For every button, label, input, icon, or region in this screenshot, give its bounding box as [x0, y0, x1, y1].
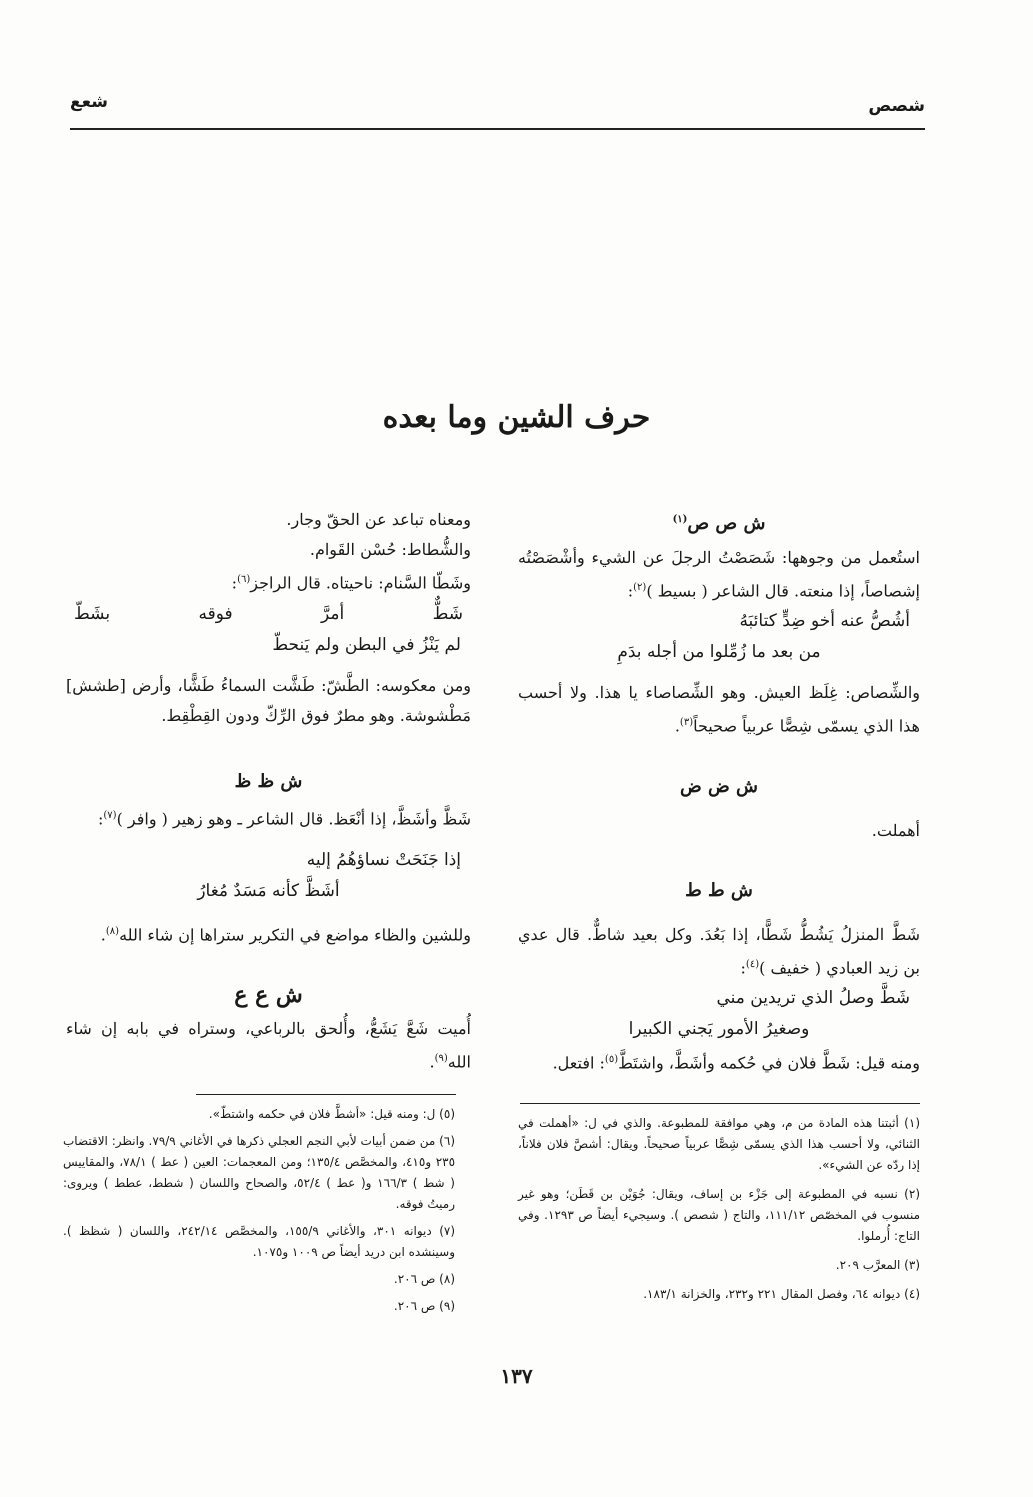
footnote-ref: (٤) — [745, 958, 760, 970]
paragraph-end: . — [100, 924, 106, 944]
paragraph-end: . — [429, 1052, 435, 1072]
footnotes-left — [63, 1104, 455, 1323]
root-heading-sh-t-t: ش ط ط — [685, 879, 753, 901]
paragraph-text: وللشين والظاء مواضع في التكرير ستراها إن شاء الله — [119, 924, 471, 944]
root-heading-sh-d-d: ش ض ض — [679, 775, 759, 797]
paragraph-text: ومنه قيل: شَطَّ فلان في حُكمه وأشَطَّ، واشتَطَّ — [618, 1053, 920, 1073]
paragraph-text: استُعمل من وجوهها: شَصَصْتُ الرجلَ عن الشيء وأشْصَصْتُه إشصاصاً، إذا منعته. قال الشاعر ( بسيط ) — [518, 548, 920, 601]
paragraph: والشُّطاط: حُسْن القَوام. — [309, 540, 471, 559]
footnote: (٤) ديوانه ٦٤، وفصل المقال ٢٢١ و٢٣٢، والخزانة ١٨٣/١. — [643, 1287, 920, 1301]
paragraph-end: . — [674, 716, 680, 736]
verse-word: أمرَّ — [321, 604, 345, 625]
root-heading-sh-s-s — [518, 505, 920, 539]
rajaz-verse-line: لم يَنْزُ في البطن ولم يَنحطّ — [272, 635, 461, 656]
paragraph — [66, 565, 471, 598]
paragraph — [66, 917, 471, 950]
footnote-ref: (٨) — [105, 925, 120, 937]
verse-word: شَطٌّ — [432, 604, 463, 625]
footnote-ref: (٧) — [103, 810, 117, 822]
verse-hemistich: أشَظَّ كأنه مَسَدٌ مُغارُ — [197, 880, 340, 901]
verse-word: بشَطّ — [74, 604, 111, 625]
verse-hemistich: إذا جَنَحَتْ نساؤهُمُ إليه — [306, 849, 461, 870]
paragraph-text: شَظَّ وأشَظَّ، إذا أنْعَظ. قال الشاعر ـ وهو زهير ( وافر ) — [116, 809, 471, 829]
paragraph-text: والشِّصاص: غِلَظ العيش. وهو الشِّصاصاء يا هذا. ولا أحسب هذا الذي يسمّى شِصًّا عربياً صحيحاً — [518, 683, 920, 736]
verse-hemistich: شَطَّ وصلُ الذي تريدين مني — [716, 987, 910, 1008]
footnote-rule — [196, 1094, 456, 1095]
footnote: (١) أثبتنا هذه المادة من م، وهي موافقة للمطبوعة. والذي في ل: «أهملت في الثنائي، ولا أحسب هذا الذي يسمّى شِصًّا عربياً صحيحاً. ويقال: أشصَّ فلان فلاناً، إذا ردّه عن الشيء». — [518, 1116, 920, 1172]
running-header-right: شصص — [868, 96, 925, 116]
paragraph-text: شَطَّ المنزلُ يَشُطُّ شَطًّا، إذا بَعُدَ. وكل بعيد شاطٌّ. قال عدي بن زيد العبادي ( خفيف ) — [518, 924, 920, 977]
paragraph-end: : — [97, 809, 104, 829]
paragraph — [518, 920, 920, 983]
footnote: (٩) ص ٢٠٦. — [393, 1299, 455, 1313]
verse-word: فوقه — [198, 604, 233, 625]
footnote-ref: (٣) — [679, 717, 694, 729]
paragraph: أهملت. — [871, 820, 920, 840]
footnote: (٨) ص ٢٠٦. — [393, 1272, 455, 1286]
paragraph — [518, 678, 920, 741]
paragraph — [66, 801, 471, 834]
verse-hemistich: من بعد ما زُمِّلوا من أجله بدَمِ — [617, 642, 821, 663]
chapter-title: حرف الشين وما بعده — [382, 400, 651, 435]
root-heading-sh-a-a: ش ع ع — [234, 981, 303, 1008]
footnote-ref: (١) — [672, 514, 688, 525]
footnote: (٢) نسبه في المطبوعة إلى جَزْء بن إساف، ويقال: جُوَيْن بن قَطَن؛ وهو غير منسوب في المخصّص ١١١/١٢، والتاج ( شصص ). وسيجيء أيضاً ص ١٢٩٣. وفي التاج: أُرملوا. — [518, 1187, 920, 1243]
root-heading-sh-z-z: ش ظ ظ — [234, 771, 303, 793]
root-label: ش ص ص — [687, 513, 766, 534]
footnote-ref: (٦) — [237, 574, 251, 585]
running-header-left: شعع — [70, 92, 108, 112]
footnote-rule — [520, 1103, 920, 1104]
paragraph — [66, 1014, 471, 1077]
page-number: ١٣٧ — [500, 1364, 533, 1388]
footnote-ref: (٩) — [434, 1052, 448, 1064]
left-column — [66, 505, 471, 1077]
footnote-ref: (٢) — [633, 582, 647, 593]
paragraph-end: : افتعل. — [552, 1053, 605, 1073]
paragraph: ومعناه تباعد عن الحقّ وجار. — [286, 510, 471, 529]
paragraph-text: وشَطّا السَّنام: ناحيتاه. قال الراجز — [250, 573, 471, 593]
paragraph-end: : — [740, 957, 746, 977]
verse-hemistich: أشُصُّ عنه أخو ضِدٍّ كتائبَهُ — [739, 611, 910, 632]
paragraph — [518, 1045, 920, 1078]
footnote: (٧) ديوانه ٣٠١، والأغاني ١٥٥/٩، والمخصَّص ٢٤٢/١٤، واللسان ( شظظ ). وسينشده ابن دريد أيضاً ص ١٠٠٩ و١٠٧٥. — [63, 1224, 456, 1259]
header-rule — [70, 128, 925, 130]
paragraph-end: : — [231, 573, 238, 593]
rajaz-verse-line — [66, 598, 471, 630]
footnote: (٦) من ضمن أبيات لأبي النجم العجلي ذكرها في الأغاني ٧٩/٩. وانظر: الاقتضاب ٢٣٥ و٤١٥، والمخصَّص ١٣٥/٤؛ ومن المعجمات: العين ( عط ) ٧٨/١، والمقاييس ( شط ) ١٦٦/٣ و( عط ) ٥٢/٤، والصحاح واللسان ( شطط، عطط ) ويروى: رميتُ فوقه. — [63, 1134, 456, 1211]
paragraph: ومن معكوسه: الطَّشّ: طَشَّت السماءُ طَشًّا، وأرض [طشش] مَطْشوشة. وهو مطرٌ فوق الرِّكّ ودون القِطْقِط. — [66, 676, 471, 726]
paragraph-text: أُميت شَعَّ يَشَعُّ، وأُلحق بالرباعي، وستراه في بابه إن شاء الله — [66, 1018, 471, 1072]
paragraph-end: : — [627, 581, 634, 601]
footnotes-right — [518, 1113, 920, 1313]
footnote-ref: (٥) — [604, 1053, 619, 1065]
footnote: (٣) المعرَّب ٢٠٩. — [835, 1258, 920, 1272]
footnote: (٥) ل: ومنه قيل: «أشطَّ فلان في حكمه واشتطّ». — [208, 1107, 455, 1121]
verse-hemistich: وصغيرُ الأمور يَجني الكبيرا — [628, 1018, 810, 1039]
paragraph — [518, 543, 920, 606]
right-column — [518, 505, 920, 1078]
